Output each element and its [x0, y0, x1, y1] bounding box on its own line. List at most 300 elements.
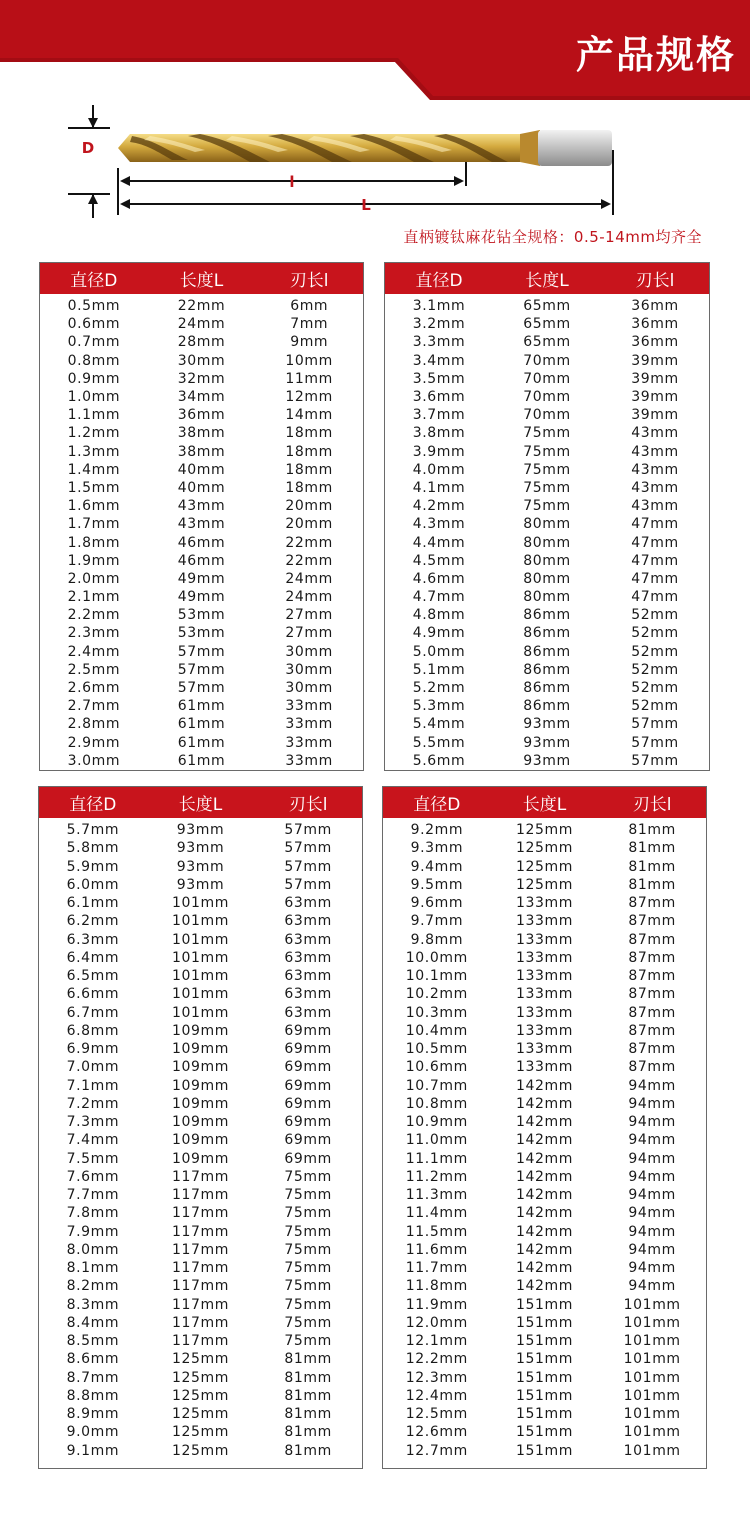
- cell-flute-length: 94mm: [628, 1168, 676, 1185]
- cell-diameter: 8.5mm: [66, 1333, 120, 1350]
- table-row: [385, 515, 709, 533]
- cell-flute-length: 81mm: [628, 876, 676, 893]
- table-row: [385, 315, 709, 333]
- cell-length: 151mm: [516, 1442, 573, 1459]
- cell-length: 93mm: [523, 734, 571, 751]
- cell-flute-length: 87mm: [628, 986, 676, 1003]
- cell-flute-length: 33mm: [285, 734, 333, 751]
- cell-flute-length: 69mm: [284, 1114, 332, 1131]
- cell-diameter: 2.3mm: [67, 625, 121, 642]
- cell-diameter: 2.5mm: [67, 661, 121, 678]
- cell-diameter: 6.9mm: [66, 1041, 120, 1058]
- cell-length: 117mm: [172, 1168, 229, 1185]
- cell-diameter: 2.8mm: [67, 716, 121, 733]
- cell-length: 125mm: [172, 1369, 229, 1386]
- cell-flute-length: 87mm: [628, 968, 676, 985]
- cell-diameter: 5.2mm: [412, 680, 466, 697]
- cell-length: 117mm: [172, 1333, 229, 1350]
- table-row: [39, 1405, 362, 1423]
- cell-flute-length: 52mm: [631, 661, 679, 678]
- cell-length: 43mm: [177, 516, 226, 533]
- cell-flute-length: 94mm: [628, 1205, 676, 1222]
- cell-length: 117mm: [172, 1205, 229, 1222]
- table-row: [40, 443, 363, 461]
- cell-flute-length: 24mm: [285, 570, 333, 587]
- cell-diameter: 5.7mm: [66, 822, 120, 839]
- cell-length: 75mm: [523, 443, 571, 460]
- col-flute-length: 刃长l: [635, 271, 675, 291]
- cell-length: 142mm: [516, 1150, 573, 1167]
- cell-flute-length: 24mm: [285, 589, 333, 606]
- cell-diameter: 9.3mm: [410, 840, 464, 857]
- table-row: [385, 661, 709, 679]
- cell-flute-length: 7mm: [290, 316, 329, 333]
- cell-length: 75mm: [523, 425, 571, 442]
- cell-flute-length: 22mm: [285, 552, 333, 569]
- cell-length: 32mm: [177, 370, 226, 387]
- cell-length: 61mm: [177, 734, 226, 751]
- spec-table-3: [38, 786, 363, 1469]
- cell-diameter: 4.4mm: [412, 534, 466, 551]
- cell-diameter: 11.5mm: [405, 1223, 468, 1240]
- table-row: [383, 1332, 706, 1350]
- cell-diameter: 1.2mm: [67, 425, 121, 442]
- cell-length: 142mm: [516, 1205, 573, 1222]
- cell-diameter: 11.3mm: [405, 1187, 468, 1204]
- cell-flute-length: 47mm: [631, 589, 679, 606]
- cell-flute-length: 101mm: [623, 1387, 681, 1404]
- cell-length: 125mm: [516, 876, 573, 893]
- cell-length: 49mm: [177, 589, 226, 606]
- table-row: [40, 297, 363, 315]
- cell-flute-length: 94mm: [628, 1150, 676, 1167]
- col-diameter: 直径D: [69, 795, 117, 815]
- table-row: [383, 876, 706, 894]
- cell-flute-length: 69mm: [284, 1077, 332, 1094]
- table-row: [39, 1223, 362, 1241]
- cell-flute-length: 75mm: [284, 1187, 332, 1204]
- table-row: [385, 497, 709, 515]
- cell-diameter: 4.0mm: [412, 461, 466, 478]
- cell-flute-length: 94mm: [628, 1260, 676, 1277]
- cell-diameter: 3.4mm: [412, 352, 466, 369]
- cell-length: 109mm: [172, 1077, 229, 1094]
- cell-flute-length: 43mm: [631, 479, 679, 496]
- cell-flute-length: 57mm: [284, 858, 332, 875]
- cell-length: 70mm: [523, 352, 571, 369]
- cell-flute-length: 75mm: [284, 1205, 332, 1222]
- cell-flute-length: 18mm: [285, 443, 333, 460]
- cell-diameter: 8.6mm: [66, 1351, 120, 1368]
- cell-length: 93mm: [176, 858, 225, 875]
- cell-length: 142mm: [516, 1278, 573, 1295]
- cell-diameter: 4.6mm: [412, 570, 466, 587]
- cell-flute-length: 43mm: [631, 461, 679, 478]
- table-row: [383, 985, 706, 1003]
- table-row: [385, 461, 709, 479]
- cell-flute-length: 57mm: [631, 734, 679, 751]
- cell-length: 86mm: [523, 680, 571, 697]
- cell-length: 101mm: [172, 895, 229, 912]
- col-length: 长度L: [522, 795, 567, 815]
- cell-flute-length: 101mm: [623, 1442, 681, 1459]
- table-row: [39, 821, 362, 839]
- cell-flute-length: 14mm: [285, 407, 333, 424]
- cell-diameter: 7.8mm: [66, 1205, 120, 1222]
- cell-diameter: 8.2mm: [66, 1278, 120, 1295]
- table-header: [383, 787, 706, 818]
- table-row: [383, 912, 706, 930]
- table-row: [383, 1405, 706, 1423]
- header-banner: [0, 0, 750, 100]
- col-length: 长度L: [525, 271, 569, 291]
- table-row: [385, 388, 709, 406]
- table-row: [39, 1095, 362, 1113]
- cell-length: 86mm: [523, 607, 571, 624]
- cell-diameter: 0.6mm: [67, 316, 121, 333]
- cell-length: 22mm: [177, 298, 226, 315]
- cell-diameter: 4.5mm: [412, 552, 466, 569]
- cell-flute-length: 94mm: [628, 1077, 676, 1094]
- cell-diameter: 11.4mm: [405, 1205, 468, 1222]
- table-row: [383, 1423, 706, 1441]
- table-row: [40, 606, 363, 624]
- table-row: [385, 333, 709, 351]
- cell-flute-length: 52mm: [631, 680, 679, 697]
- cell-diameter: 1.5mm: [67, 479, 121, 496]
- cell-flute-length: 81mm: [284, 1424, 332, 1441]
- cell-flute-length: 43mm: [631, 443, 679, 460]
- cell-flute-length: 101mm: [623, 1314, 681, 1331]
- cell-flute-length: 20mm: [285, 516, 333, 533]
- cell-length: 53mm: [177, 625, 226, 642]
- cell-flute-length: 63mm: [284, 1004, 332, 1021]
- table-row: [39, 912, 362, 930]
- table-header: [40, 263, 363, 294]
- table-row: [39, 876, 362, 894]
- table-row: [385, 406, 709, 424]
- cell-length: 101mm: [172, 968, 229, 985]
- cell-diameter: 5.8mm: [66, 840, 120, 857]
- cell-length: 133mm: [516, 1022, 573, 1039]
- cell-diameter: 8.4mm: [66, 1314, 120, 1331]
- cell-length: 93mm: [176, 876, 225, 893]
- table-body: [40, 294, 363, 770]
- cell-diameter: 6.5mm: [66, 968, 120, 985]
- cell-flute-length: 94mm: [628, 1223, 676, 1240]
- cell-length: 133mm: [516, 931, 573, 948]
- cell-length: 70mm: [523, 370, 571, 387]
- cell-flute-length: 75mm: [284, 1278, 332, 1295]
- table-row: [383, 1442, 706, 1460]
- cell-flute-length: 9mm: [290, 334, 329, 351]
- cell-length: 101mm: [172, 949, 229, 966]
- cell-diameter: 4.7mm: [412, 589, 466, 606]
- cell-length: 80mm: [523, 552, 571, 569]
- label-l-big: L: [361, 196, 371, 214]
- table-row: [40, 643, 363, 661]
- table-row: [385, 443, 709, 461]
- table-header: [39, 787, 362, 818]
- cell-length: 109mm: [172, 1041, 229, 1058]
- cell-length: 38mm: [177, 425, 226, 442]
- cell-flute-length: 81mm: [284, 1406, 332, 1423]
- table-row: [383, 1277, 706, 1295]
- cell-diameter: 10.2mm: [405, 986, 468, 1003]
- cell-diameter: 11.9mm: [405, 1296, 468, 1313]
- cell-diameter: 7.9mm: [66, 1223, 120, 1240]
- table-row: [40, 370, 363, 388]
- cell-diameter: 1.7mm: [67, 516, 121, 533]
- cell-diameter: 12.7mm: [405, 1442, 468, 1459]
- label-d: D: [81, 139, 95, 157]
- cell-flute-length: 22mm: [285, 534, 333, 551]
- cell-length: 133mm: [516, 913, 573, 930]
- cell-flute-length: 63mm: [284, 913, 332, 930]
- cell-diameter: 4.3mm: [412, 516, 466, 533]
- cell-length: 61mm: [177, 752, 226, 769]
- cell-flute-length: 87mm: [628, 913, 676, 930]
- cell-flute-length: 69mm: [284, 1132, 332, 1149]
- cell-flute-length: 33mm: [285, 752, 333, 769]
- cell-length: 142mm: [516, 1077, 573, 1094]
- cell-flute-length: 94mm: [628, 1278, 676, 1295]
- cell-length: 125mm: [172, 1406, 229, 1423]
- cell-diameter: 2.6mm: [67, 680, 121, 697]
- cell-diameter: 9.1mm: [66, 1442, 120, 1459]
- cell-length: 93mm: [523, 752, 571, 769]
- cell-diameter: 3.9mm: [412, 443, 466, 460]
- cell-flute-length: 69mm: [284, 1150, 332, 1167]
- table-row: [385, 734, 709, 752]
- table-row: [383, 1150, 706, 1168]
- cell-flute-length: 75mm: [284, 1333, 332, 1350]
- cell-diameter: 12.2mm: [405, 1351, 468, 1368]
- cell-diameter: 7.4mm: [66, 1132, 120, 1149]
- cell-diameter: 6.7mm: [66, 1004, 120, 1021]
- cell-diameter: 9.0mm: [66, 1424, 120, 1441]
- cell-flute-length: 87mm: [628, 1059, 676, 1076]
- table-row: [40, 697, 363, 715]
- table-body: [383, 818, 706, 1460]
- table-row: [383, 1241, 706, 1259]
- cell-diameter: 10.4mm: [405, 1022, 468, 1039]
- cell-diameter: 11.0mm: [405, 1132, 468, 1149]
- cell-length: 151mm: [516, 1351, 573, 1368]
- cell-length: 109mm: [172, 1022, 229, 1039]
- cell-flute-length: 33mm: [285, 698, 333, 715]
- cell-diameter: 3.3mm: [412, 334, 466, 351]
- cell-diameter: 6.2mm: [66, 913, 120, 930]
- cell-length: 46mm: [177, 552, 226, 569]
- table-row: [40, 624, 363, 642]
- cell-length: 125mm: [516, 840, 573, 857]
- cell-length: 117mm: [172, 1296, 229, 1313]
- table-row: [40, 533, 363, 551]
- cell-flute-length: 69mm: [284, 1022, 332, 1039]
- cell-flute-length: 75mm: [284, 1314, 332, 1331]
- cell-diameter: 7.2mm: [66, 1095, 120, 1112]
- cell-flute-length: 18mm: [285, 479, 333, 496]
- cell-diameter: 9.7mm: [410, 913, 464, 930]
- cell-flute-length: 47mm: [631, 570, 679, 587]
- cell-length: 142mm: [516, 1241, 573, 1258]
- cell-length: 57mm: [177, 661, 226, 678]
- cell-length: 151mm: [516, 1424, 573, 1441]
- table-body: [385, 294, 709, 770]
- cell-flute-length: 94mm: [628, 1241, 676, 1258]
- cell-flute-length: 39mm: [631, 389, 679, 406]
- cell-flute-length: 81mm: [628, 840, 676, 857]
- cell-diameter: 1.4mm: [67, 461, 121, 478]
- table-row: [383, 967, 706, 985]
- cell-flute-length: 75mm: [284, 1260, 332, 1277]
- table-row: [39, 931, 362, 949]
- table-row: [385, 679, 709, 697]
- cell-diameter: 2.2mm: [67, 607, 121, 624]
- cell-length: 86mm: [523, 698, 571, 715]
- cell-flute-length: 10mm: [285, 352, 333, 369]
- cell-flute-length: 94mm: [628, 1114, 676, 1131]
- cell-flute-length: 57mm: [284, 876, 332, 893]
- table-row: [39, 967, 362, 985]
- table-row: [385, 588, 709, 606]
- cell-length: 142mm: [516, 1114, 573, 1131]
- cell-flute-length: 75mm: [284, 1168, 332, 1185]
- cell-length: 133mm: [516, 1059, 573, 1076]
- table-row: [383, 1223, 706, 1241]
- cell-flute-length: 94mm: [628, 1095, 676, 1112]
- cell-flute-length: 30mm: [285, 661, 333, 678]
- cell-flute-length: 11mm: [285, 370, 333, 387]
- cell-diameter: 5.9mm: [66, 858, 120, 875]
- cell-diameter: 4.9mm: [412, 625, 466, 642]
- cell-flute-length: 87mm: [628, 1041, 676, 1058]
- cell-diameter: 7.1mm: [66, 1077, 120, 1094]
- col-diameter: 直径D: [70, 271, 118, 291]
- cell-diameter: 11.8mm: [405, 1278, 468, 1295]
- table-row: [40, 497, 363, 515]
- table-row: [383, 1369, 706, 1387]
- cell-length: 86mm: [523, 661, 571, 678]
- cell-diameter: 8.8mm: [66, 1387, 120, 1404]
- spec-note: 直柄镀钛麻花钻全规格：0.5-14mm均齐全: [403, 228, 702, 246]
- cell-length: 125mm: [172, 1442, 229, 1459]
- table-row: [385, 697, 709, 715]
- cell-length: 117mm: [172, 1260, 229, 1277]
- cell-length: 133mm: [516, 949, 573, 966]
- cell-diameter: 1.0mm: [67, 389, 121, 406]
- cell-diameter: 7.7mm: [66, 1187, 120, 1204]
- table-row: [383, 839, 706, 857]
- cell-flute-length: 52mm: [631, 698, 679, 715]
- cell-length: 38mm: [177, 443, 226, 460]
- cell-length: 117mm: [172, 1241, 229, 1258]
- cell-flute-length: 101mm: [623, 1369, 681, 1386]
- table-row: [39, 1022, 362, 1040]
- cell-length: 65mm: [523, 334, 571, 351]
- cell-flute-length: 30mm: [285, 680, 333, 697]
- table-row: [39, 985, 362, 1003]
- cell-length: 28mm: [177, 334, 226, 351]
- cell-length: 30mm: [177, 352, 226, 369]
- table-row: [40, 515, 363, 533]
- cell-flute-length: 57mm: [284, 840, 332, 857]
- table-row: [385, 552, 709, 570]
- table-row: [39, 1423, 362, 1441]
- cell-diameter: 2.7mm: [67, 698, 121, 715]
- cell-diameter: 12.6mm: [405, 1424, 468, 1441]
- cell-flute-length: 81mm: [284, 1442, 332, 1459]
- table-row: [383, 1077, 706, 1095]
- cell-length: 93mm: [176, 840, 225, 857]
- table-row: [40, 661, 363, 679]
- cell-length: 75mm: [523, 479, 571, 496]
- cell-diameter: 8.7mm: [66, 1369, 120, 1386]
- cell-length: 80mm: [523, 534, 571, 551]
- cell-length: 117mm: [172, 1223, 229, 1240]
- cell-flute-length: 57mm: [631, 716, 679, 733]
- cell-length: 61mm: [177, 698, 226, 715]
- cell-length: 133mm: [516, 968, 573, 985]
- cell-flute-length: 18mm: [285, 425, 333, 442]
- cell-diameter: 6.4mm: [66, 949, 120, 966]
- cell-flute-length: 75mm: [284, 1296, 332, 1313]
- cell-diameter: 10.0mm: [405, 949, 468, 966]
- cell-diameter: 11.7mm: [405, 1260, 468, 1277]
- table-row: [383, 1387, 706, 1405]
- table-row: [39, 1150, 362, 1168]
- table-row: [385, 533, 709, 551]
- cell-diameter: 7.5mm: [66, 1150, 120, 1167]
- cell-flute-length: 52mm: [631, 643, 679, 660]
- cell-diameter: 11.1mm: [405, 1150, 468, 1167]
- cell-diameter: 10.8mm: [405, 1095, 468, 1112]
- cell-diameter: 10.9mm: [405, 1114, 468, 1131]
- cell-length: 151mm: [516, 1406, 573, 1423]
- table-row: [383, 821, 706, 839]
- cell-length: 101mm: [172, 913, 229, 930]
- cell-diameter: 5.4mm: [412, 716, 466, 733]
- cell-flute-length: 63mm: [284, 949, 332, 966]
- cell-flute-length: 52mm: [631, 625, 679, 642]
- cell-diameter: 4.1mm: [412, 479, 466, 496]
- table-row: [383, 1058, 706, 1076]
- table-row: [40, 388, 363, 406]
- cell-diameter: 11.2mm: [405, 1168, 468, 1185]
- table-row: [40, 679, 363, 697]
- table-row: [383, 1040, 706, 1058]
- cell-flute-length: 87mm: [628, 949, 676, 966]
- table-row: [39, 1314, 362, 1332]
- cell-diameter: 6.8mm: [66, 1022, 120, 1039]
- cell-length: 70mm: [523, 407, 571, 424]
- spec-table-1: [39, 262, 364, 771]
- cell-length: 125mm: [172, 1424, 229, 1441]
- cell-flute-length: 75mm: [284, 1223, 332, 1240]
- cell-length: 151mm: [516, 1387, 573, 1404]
- cell-length: 80mm: [523, 516, 571, 533]
- cell-flute-length: 27mm: [285, 607, 333, 624]
- cell-length: 70mm: [523, 389, 571, 406]
- cell-flute-length: 101mm: [623, 1351, 681, 1368]
- cell-length: 93mm: [523, 716, 571, 733]
- cell-flute-length: 94mm: [628, 1187, 676, 1204]
- cell-diameter: 9.2mm: [410, 822, 464, 839]
- cell-diameter: 8.3mm: [66, 1296, 120, 1313]
- cell-flute-length: 81mm: [284, 1387, 332, 1404]
- cell-length: 109mm: [172, 1095, 229, 1112]
